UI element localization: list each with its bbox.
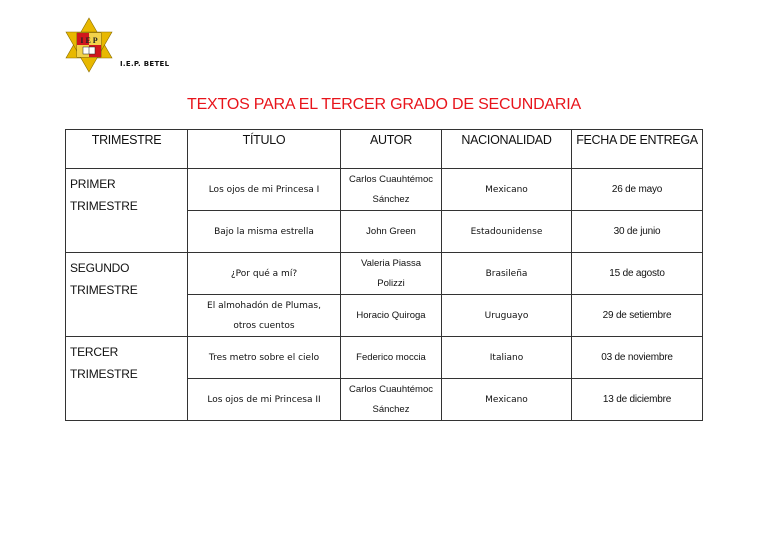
nationality-cell: Mexicano — [442, 169, 572, 211]
date-cell: 03 de noviembre — [572, 337, 703, 379]
column-header-autor: AUTOR — [341, 130, 442, 169]
book-title-cell: ¿Por qué a mí? — [188, 253, 341, 295]
table-header-row — [66, 130, 703, 169]
book-title-cell: Los ojos de mi Princesa II — [188, 379, 341, 421]
table-row — [66, 169, 703, 211]
books-table — [65, 129, 703, 421]
date-cell: 26 de mayo — [572, 169, 703, 211]
book-title-cell: Tres metro sobre el cielo — [188, 337, 341, 379]
author-cell: Carlos Cuauhtémoc Sánchez — [341, 379, 442, 421]
date-cell: 29 de setiembre — [572, 295, 703, 337]
page-title: TEXTOS PARA EL TERCER GRADO DE SECUNDARIA — [187, 96, 581, 113]
book-title-cell: Bajo la misma estrella — [188, 211, 341, 253]
nationality-cell: Estadounidense — [442, 211, 572, 253]
school-name: I.E.P. BETEL — [120, 60, 170, 68]
table-row — [66, 337, 703, 379]
table-row — [66, 253, 703, 295]
column-header-trimestre: TRIMESTRE — [66, 130, 188, 169]
author-cell: John Green — [341, 211, 442, 253]
trimester-cell: SEGUNDO TRIMESTRE — [66, 253, 188, 337]
nationality-cell: Mexicano — [442, 379, 572, 421]
column-header-nacionalidad: NACIONALIDAD — [442, 130, 572, 169]
date-cell: 15 de agosto — [572, 253, 703, 295]
logo-letters: I E P — [80, 36, 98, 45]
date-cell: 13 de diciembre — [572, 379, 703, 421]
nationality-cell: Brasileña — [442, 253, 572, 295]
book-title-cell: El almohadón de Plumas, otros cuentos — [188, 295, 341, 337]
column-header-titulo: TÍTULO — [188, 130, 341, 169]
nationality-cell: Uruguayo — [442, 295, 572, 337]
author-cell: Horacio Quiroga — [341, 295, 442, 337]
author-cell: Federico moccia — [341, 337, 442, 379]
column-header-fecha: FECHA DE ENTREGA — [572, 130, 703, 169]
author-cell: Valeria Piassa Polizzi — [341, 253, 442, 295]
trimester-cell: PRIMER TRIMESTRE — [66, 169, 188, 253]
trimester-cell: TERCER TRIMESTRE — [66, 337, 188, 421]
school-logo-icon — [60, 16, 118, 74]
book-title-cell: Los ojos de mi Princesa I — [188, 169, 341, 211]
date-cell: 30 de junio — [572, 211, 703, 253]
author-cell: Carlos Cuauhtémoc Sánchez — [341, 169, 442, 211]
nationality-cell: Italiano — [442, 337, 572, 379]
